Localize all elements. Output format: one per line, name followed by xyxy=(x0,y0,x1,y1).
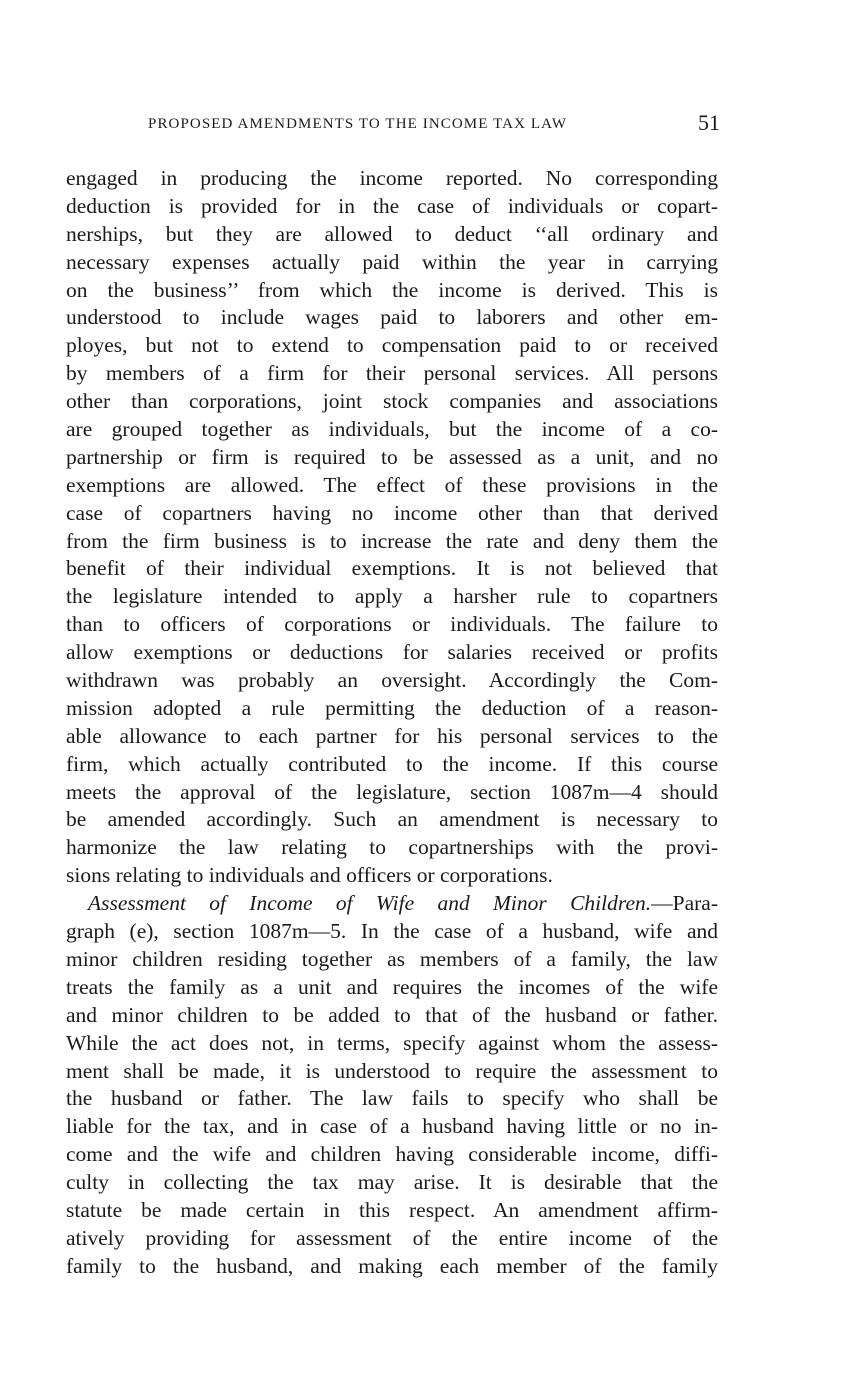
running-head: PROPOSED AMENDMENTS TO THE INCOME TAX LAW xyxy=(148,116,568,132)
text-line: than to officers of corporations or individuals. The failure to xyxy=(66,612,718,637)
text-line: by members of a firm for their personal services. All persons xyxy=(66,361,718,386)
text-line: on the business’’ from which the income is derived. This is xyxy=(66,277,718,302)
text-line: deduction is provided for in the case of individuals or copart- xyxy=(66,193,718,218)
text-line: and minor children to be added to that of the husband or father. xyxy=(66,1002,718,1027)
text-fragment: —Para- xyxy=(651,891,718,916)
text-line: harmonize the law relating to copartnerships with the provi- xyxy=(66,835,718,860)
text-line: case of copartners having no income other than that derived xyxy=(66,500,718,525)
text-line: benefit of their individual exemptions. It is not believed that xyxy=(66,556,718,581)
text-line: ment shall be made, it is understood to require the assessment to xyxy=(66,1058,718,1083)
text-line xyxy=(66,890,718,918)
text-line: minor children residing together as members of a family, the law xyxy=(66,946,718,971)
body-text xyxy=(66,165,718,1281)
text-line: withdrawn was probably an oversight. Accordingly the Com- xyxy=(66,668,718,693)
text-line: treats the family as a unit and requires the incomes of the wife xyxy=(66,974,718,999)
text-line: engaged in producing the income reported. No corresponding xyxy=(66,166,718,190)
page-header xyxy=(66,108,718,142)
text-line: partnership or firm is required to be assessed as a unit, and no xyxy=(66,444,718,469)
text-line: ployes, but not to extend to compensation paid to or received xyxy=(66,333,718,358)
text-line: from the firm business is to increase the rate and deny them the xyxy=(66,528,718,553)
text-line: graph (e), section 1087m—5. In the case of a husband, wife and xyxy=(66,919,718,944)
text-line: allow exemptions or deductions for salaries received or profits xyxy=(66,640,718,665)
text-line: other than corporations, joint stock companies and associations xyxy=(66,389,718,414)
text-line: are grouped together as individuals, but the income of a co- xyxy=(66,417,718,442)
text-line: the legislature intended to apply a harsher rule to copartners xyxy=(66,584,718,609)
text-line: nerships, but they are allowed to deduct ‘‘all ordinary and xyxy=(66,221,718,246)
text-line: mission adopted a rule permitting the deduction of a reason- xyxy=(66,695,718,720)
text-line: able allowance to each partner for his personal services to the xyxy=(66,723,718,748)
text-line: statute be made certain in this respect. An amendment affirm- xyxy=(66,1197,718,1222)
text-line: exemptions are allowed. The effect of these provisions in the xyxy=(66,472,718,497)
text-line: understood to include wages paid to laborers and other em- xyxy=(66,305,718,330)
text-line: necessary expenses actually paid within the year in carrying xyxy=(66,249,718,274)
text-line: the husband or father. The law fails to specify who shall be xyxy=(66,1086,718,1111)
text-line: While the act does not, in terms, specify against whom the assess- xyxy=(66,1030,718,1055)
text-line: liable for the tax, and in case of a husband having little or no in- xyxy=(66,1114,718,1139)
text-line: sions relating to individuals and officers or corporations. xyxy=(66,863,553,888)
text-line: firm, which actually contributed to the income. If this course xyxy=(66,751,718,776)
text-line: atively providing for assessment of the entire income of the xyxy=(66,1225,718,1250)
page-number: 51 xyxy=(698,110,720,135)
paragraph xyxy=(66,165,718,890)
paragraph xyxy=(66,890,718,1280)
text-line: culty in collecting the tax may arise. It is desirable that the xyxy=(66,1170,718,1195)
section-heading: Assessment of Income of Wife and Minor Children. xyxy=(88,891,652,916)
text-line: meets the approval of the legislature, section 1087m—4 should xyxy=(66,779,718,804)
text-line: be amended accordingly. Such an amendment is necessary to xyxy=(66,807,718,832)
text-line: come and the wife and children having considerable income, diffi- xyxy=(66,1142,718,1167)
text-line: family to the husband, and making each member of the family xyxy=(66,1253,718,1278)
